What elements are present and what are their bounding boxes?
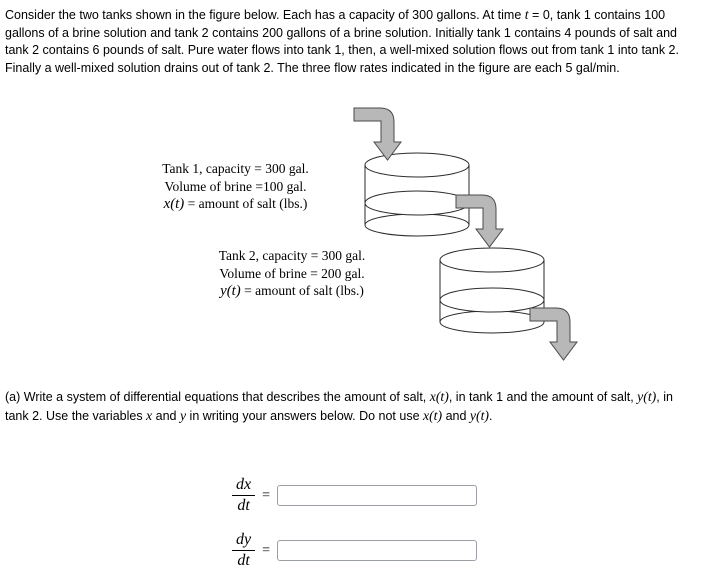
tank2-cylinder bbox=[440, 248, 544, 333]
eq1-equals-sign: = bbox=[262, 487, 271, 503]
eq1-denominator: dt bbox=[237, 497, 250, 514]
tank2-volume-line: Volume of brine = 200 gal. bbox=[219, 265, 365, 281]
eq1-lhs-fraction bbox=[232, 476, 255, 515]
outflow-arrow-icon bbox=[530, 308, 577, 360]
tank2-capacity-line: Tank 2, capacity = 300 gal. bbox=[218, 248, 366, 263]
tank1-cylinder bbox=[365, 153, 469, 236]
part-a-prompt: (a) Write a system of differential equations that describes the amount of salt, x(t), in tank 1 and the amount of salt, y(t), in tank 2. Use the variables x and y in writing your answers below. Do not use x(t) and y(t). bbox=[5, 389, 673, 423]
eq2-row bbox=[232, 531, 477, 570]
inflow-arrow-icon bbox=[354, 108, 401, 160]
eq2-numerator: dy bbox=[232, 531, 255, 551]
eq1-numerator: dx bbox=[232, 476, 255, 496]
problem-statement: Consider the two tanks shown in the figure below. Each has a capacity of 300 gallons. At time t = 0, tank 1 contains 100 gallons of a brine solution and tank 2 contains 200 gallons of a brine solution. Initially tank 1 contains 4 pounds of salt and tank 2 contains 6 pounds of salt. Pure water flows into tank 1, then, a well-mixed solution flows out from tank 1 into tank 2. Finally a well-mixed solution drains out of tank 2. The three flow rates indicated in the figure are each 5 gal/min. bbox=[5, 7, 679, 75]
eq2-equals-sign: = bbox=[262, 542, 271, 558]
tank2-label bbox=[186, 247, 398, 301]
eq2-answer-input[interactable] bbox=[277, 540, 477, 561]
tank1-label bbox=[133, 160, 338, 214]
tank1-capacity-line: Tank 1, capacity = 300 gal. bbox=[162, 161, 309, 176]
tank2-salt-line: y(t) = amount of salt (lbs.) bbox=[220, 283, 364, 299]
eq2-lhs-fraction bbox=[232, 531, 255, 570]
tanks-figure bbox=[0, 100, 706, 390]
eq1-row bbox=[232, 476, 477, 515]
eq2-denominator: dt bbox=[237, 552, 250, 569]
eq1-answer-input[interactable] bbox=[277, 485, 477, 506]
tank1-salt-line: x(t) = amount of salt (lbs.) bbox=[163, 196, 308, 212]
tank1-volume-line: Volume of brine =100 gal. bbox=[164, 178, 307, 194]
